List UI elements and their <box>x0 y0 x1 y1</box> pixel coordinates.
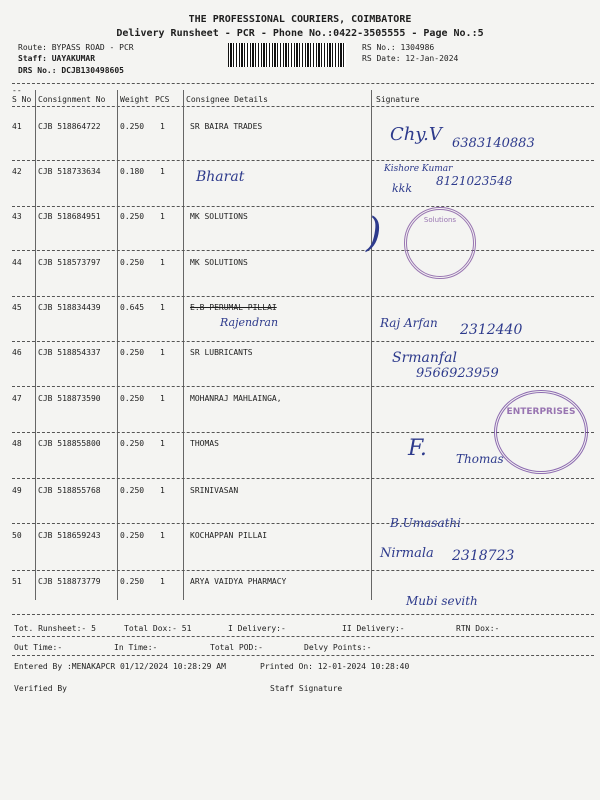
in-time: In Time:- <box>114 643 158 652</box>
handwritten-phone: 6383140883 <box>452 136 535 151</box>
handwritten-phone: 2312440 <box>460 322 523 338</box>
verified-by: Verified By <box>14 684 67 693</box>
total-dox: Total Dox:- 51 <box>124 624 192 633</box>
handwritten-consignee: Bharat <box>196 169 245 185</box>
total-pod: Total POD:- <box>210 643 263 652</box>
handwritten-phone: 8121023548 <box>436 174 513 188</box>
delvy-points: Delvy Points:- <box>304 643 372 652</box>
handwritten-phone: 9566923959 <box>416 366 499 381</box>
signature: Chy.V <box>390 124 442 145</box>
signature: B.Umasathi <box>390 516 461 530</box>
enterprises-stamp: ENTERPRISES <box>494 390 588 474</box>
entered-by: Entered By :MENAKAPCR 01/12/2024 10:28:29 AM <box>14 662 226 671</box>
handwritten-phone: 2318723 <box>452 548 515 564</box>
handwritten-name: Thomas <box>456 452 504 466</box>
printed-on: Printed On: 12-01-2024 10:28:40 <box>260 662 410 671</box>
signature: Raj Arfan <box>380 316 438 330</box>
company-title: THE PROFESSIONAL COURIERS, COIMBATORE <box>188 14 412 25</box>
signature: kkk <box>392 182 412 195</box>
handwritten-name: Nirmala <box>380 546 434 561</box>
col-consignment: Consignment No <box>38 95 106 104</box>
col-consignee: Consignee Details <box>186 95 268 104</box>
col-signature: Signature <box>376 95 420 104</box>
handwritten-note: Kishore Kumar <box>384 164 453 174</box>
col-sno: S No <box>12 95 32 104</box>
company-stamp: Solutions <box>404 207 476 279</box>
i-delivery: I Delivery:- <box>228 624 286 633</box>
route: Route: BYPASS ROAD - PCR <box>18 43 134 52</box>
ii-delivery: II Delivery:- <box>342 624 405 633</box>
handwritten-mark: ) <box>366 210 382 256</box>
out-time: Out Time:- <box>14 643 63 652</box>
total-runsheet: Tot. Runsheet:- 5 <box>14 624 96 633</box>
rs-date: RS Date: 12-Jan-2024 <box>362 54 459 63</box>
signature: F. <box>408 436 427 461</box>
col-weight: Weight <box>120 95 149 104</box>
runsheet-subtitle: Delivery Runsheet - PCR - Phone No.:0422-3505555 - Page No.:5 <box>116 28 484 39</box>
divider <box>12 83 594 84</box>
staff: Staff: UAYAKUMAR <box>18 54 96 63</box>
rtn-dox: RTN Dox:- <box>456 624 500 633</box>
rs-number: RS No.: 1304986 <box>362 43 435 52</box>
staff-signature: Staff Signature <box>270 684 343 693</box>
drs-number: DRS No.: DCJB130498605 <box>18 66 124 75</box>
barcode-graphic <box>228 43 346 67</box>
handwritten-name: Rajendran <box>220 316 279 329</box>
col-pcs: PCS <box>155 95 170 104</box>
signature: Srmanfal <box>392 350 457 366</box>
signature: Mubi sevith <box>406 594 478 608</box>
